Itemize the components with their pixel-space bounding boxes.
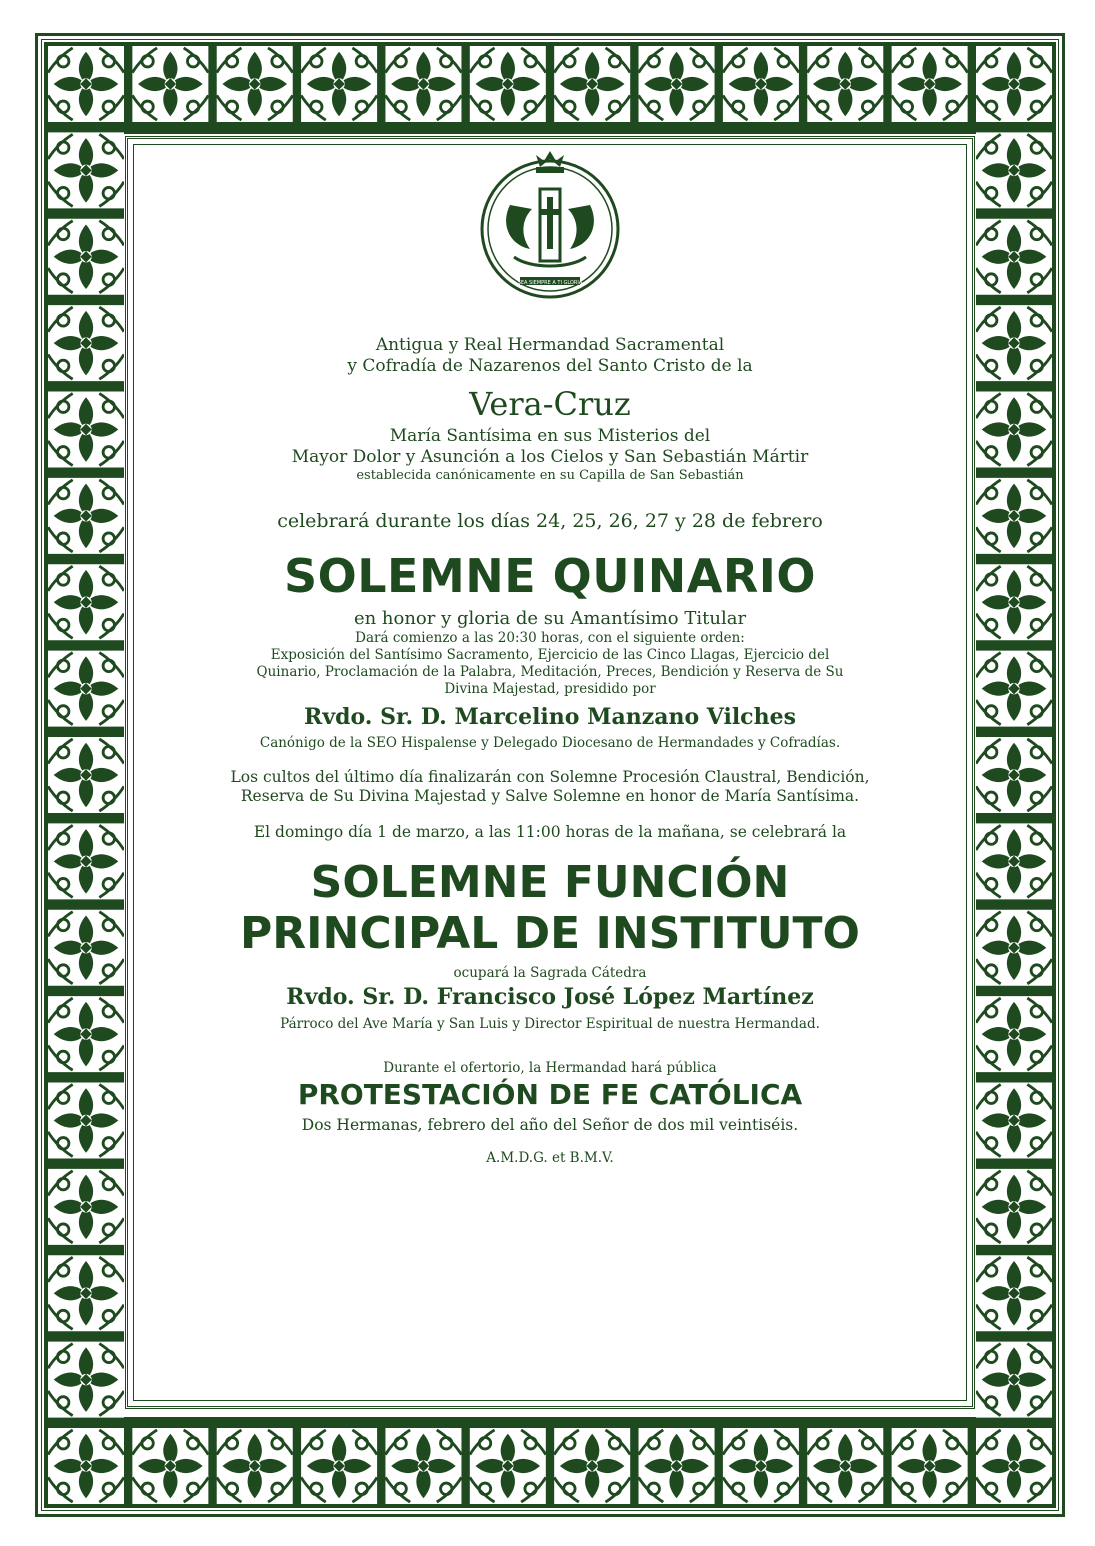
border-ornament-icon [554, 1428, 630, 1504]
border-ornament-icon [48, 564, 124, 640]
border-ornament-icon [48, 1255, 124, 1331]
org-name-line2: y Cofradía de Nazarenos del Santo Cristo de la [347, 356, 753, 377]
border-ornament-icon [48, 737, 124, 813]
funcion-title-line2: PRINCIPAL DE INSTITUTO [240, 907, 860, 959]
closing-motto: A.M.D.G. et B.M.V. [486, 1149, 614, 1166]
border-ornament-icon [976, 564, 1052, 640]
border-ornament-icon [976, 1255, 1052, 1331]
border-ornament-icon [48, 1428, 124, 1504]
border-ornament-icon [301, 1428, 377, 1504]
border-ornament-icon [976, 823, 1052, 899]
protestacion-title: PROTESTACIÓN DE FE CATÓLICA [297, 1078, 803, 1112]
border-ornament-icon [807, 46, 883, 122]
funcion-preacher: Rvdo. Sr. D. Francisco José López Martínez [286, 984, 814, 1011]
border-ornament-icon [48, 132, 124, 208]
border-ornament-icon [976, 651, 1052, 727]
border-ornament-icon [48, 651, 124, 727]
quinario-honor: en honor y gloria de su Amantísimo Titular [353, 607, 747, 629]
brotherhood-seal-icon [470, 145, 630, 305]
border-ornament-icon [892, 46, 968, 122]
border-ornament-icon [554, 46, 630, 122]
border-ornament-icon [132, 1428, 208, 1504]
border-ornament-icon [48, 1342, 124, 1418]
border-ornament-icon [301, 46, 377, 122]
border-ornament-icon [48, 478, 124, 554]
border-ornament-icon [976, 132, 1052, 208]
border-ornament-icon [132, 46, 208, 122]
border-ornament-icon [892, 1428, 968, 1504]
border-ornament-icon [976, 478, 1052, 554]
funcion-title-line1: SOLEMNE FUNCIÓN [310, 857, 790, 908]
border-ornament-icon [48, 1083, 124, 1159]
border-ornament-icon [976, 1342, 1052, 1418]
quinario-order-line1: Exposición del Santísimo Sacramento, Ejercicio de las Cinco Llagas, Ejercicio del [270, 646, 830, 663]
border-ornament-icon [385, 1428, 461, 1504]
border-ornament-icon [48, 996, 124, 1072]
closing-line2: Reserva de Su Divina Majestad y Salve Solemne en honor de María Santísima. [240, 787, 860, 806]
maria-line1: María Santísima en sus Misterios del [389, 425, 711, 446]
border-ornament-icon [48, 46, 124, 122]
place-date: Dos Hermanas, febrero del año del Señor de dos mil veintiséis. [301, 1116, 799, 1135]
border-ornament-icon [217, 46, 293, 122]
border-ornament-icon [48, 219, 124, 295]
border-ornament-icon [976, 46, 1052, 122]
border-ornament-icon [48, 1169, 124, 1245]
border-ornament-icon [48, 392, 124, 468]
closing-line1: Los cultos del último día finalizarán con Solemne Procesión Claustral, Bendición, [230, 767, 870, 786]
quinario-start: Dará comienzo a las 20:30 horas, con el siguiente orden: [355, 630, 745, 646]
border-ornament-icon [639, 46, 715, 122]
catedra-line: ocupará la Sagrada Cátedra [453, 965, 647, 982]
border-ornament-icon [217, 1428, 293, 1504]
border-ornament-icon [723, 46, 799, 122]
border-ornament-icon [976, 392, 1052, 468]
border-ornament-icon [470, 1428, 546, 1504]
quinario-title: SOLEMNE QUINARIO [284, 549, 816, 603]
quinario-order-line3: Divina Majestad, presidido por [444, 680, 656, 697]
quinario-order-line2: Quinario, Proclamación de la Palabra, Meditación, Preces, Bendición y Reserva de Su [256, 663, 844, 680]
border-ornament-icon [976, 910, 1052, 986]
border-ornament-icon [470, 46, 546, 122]
border-ornament-icon [48, 910, 124, 986]
border-ornament-icon [976, 1169, 1052, 1245]
protestacion-intro: Durante el ofertorio, la Hermandad hará pública [383, 1060, 717, 1077]
border-ornament-icon [976, 305, 1052, 381]
seal-motto: SEA SIEMPRE A TI GLORIA [517, 280, 583, 286]
border-ornament-icon [976, 1083, 1052, 1159]
border-ornament-icon [976, 1428, 1052, 1504]
funcion-title [150, 858, 950, 959]
border-ornament-icon [976, 219, 1052, 295]
border-ornament-icon [639, 1428, 715, 1504]
border-ornament-icon [807, 1428, 883, 1504]
quinario-dates: celebrará durante los días 24, 25, 26, 27 y 28 de febrero [277, 510, 823, 533]
notice-content [150, 145, 950, 1167]
border-ornament-icon [48, 305, 124, 381]
border-ornament-icon [976, 737, 1052, 813]
border-ornament-icon [976, 996, 1052, 1072]
border-ornament-icon [385, 46, 461, 122]
maria-line2: Mayor Dolor y Asunción a los Cielos y San Sebastián Mártir [291, 446, 809, 467]
org-name-line1: Antigua y Real Hermandad Sacramental [375, 335, 725, 355]
established-line: establecida canónicamente en su Capilla de San Sebastián [356, 468, 744, 483]
quinario-preacher-role: Canónigo de la SEO Hispalense y Delegado Diocesano de Hermandades y Cofradías. [259, 735, 841, 751]
vera-cruz-title: Vera-Cruz [469, 384, 631, 423]
funcion-preacher-role: Párroco del Ave María y San Luis y Director Espiritual de nuestra Hermandad. [280, 1015, 820, 1032]
border-ornament-icon [48, 823, 124, 899]
border-ornament-icon [723, 1428, 799, 1504]
funcion-intro: El domingo día 1 de marzo, a las 11:00 horas de la mañana, se celebrará la [253, 822, 847, 841]
quinario-preacher: Rvdo. Sr. D. Marcelino Manzano Vilches [304, 703, 796, 730]
